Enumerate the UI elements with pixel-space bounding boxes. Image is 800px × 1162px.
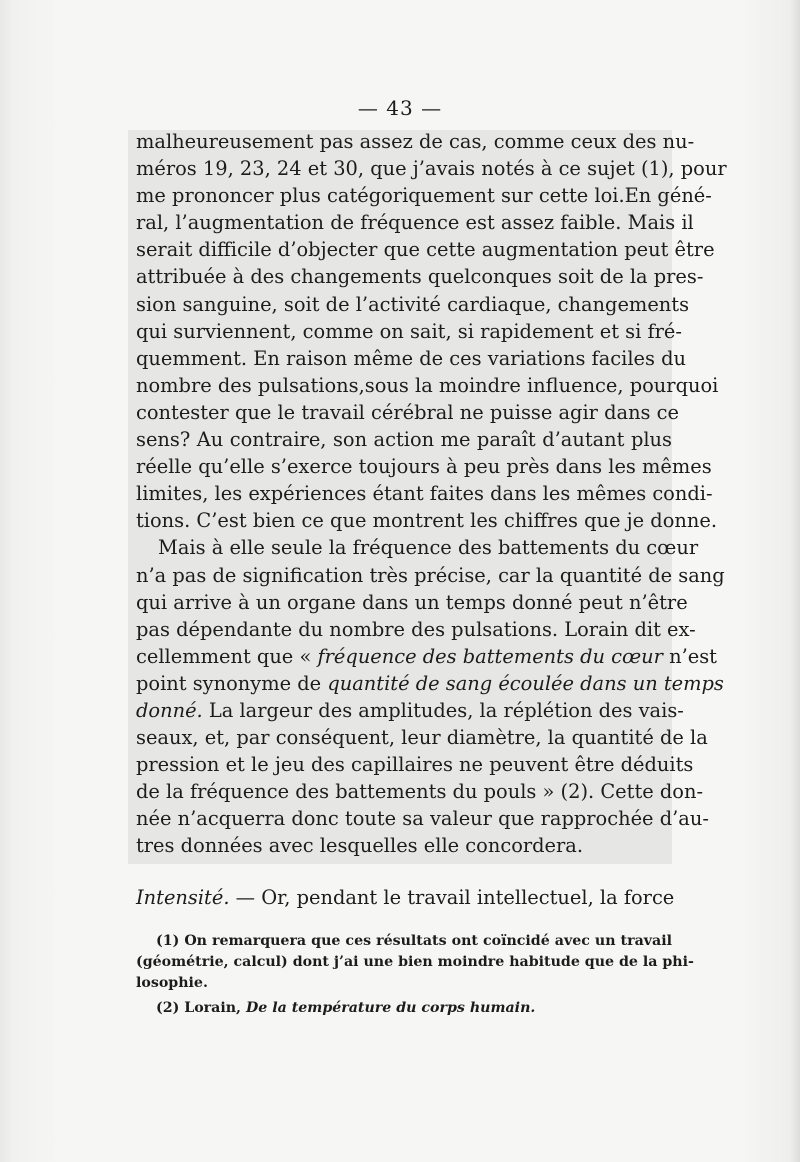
text-line: sion sanguine, soit de l’activité cardiaque, changements: [136, 292, 690, 316]
text-line: contester que le travail cérébral ne puisse agir dans ce: [136, 400, 680, 424]
text-line: tres données avec lesquelles elle concordera.: [136, 834, 584, 858]
footnotes: [136, 931, 694, 1019]
text-segment: point synonyme de: [136, 671, 328, 695]
footnote-line: losophie.: [136, 975, 208, 991]
text-line: seaux, et, par conséquent, leur diamètre, la quantité de la: [136, 726, 708, 750]
body-text: [136, 128, 727, 860]
section-text: — Or, pendant le travail intellectuel, la force: [229, 886, 675, 909]
text-line: quemment. En raison même de ces variations faciles du: [136, 346, 687, 370]
text-segment: n’est: [662, 644, 717, 668]
quotation-italic: fréquence des battements du cœur: [317, 644, 663, 668]
text-line: pression et le jeu des capillaires ne peuvent être déduits: [136, 753, 694, 777]
section-heading: Intensité.: [136, 886, 230, 909]
footnote-line: (géométrie, calcul) dont j’ai une bien moindre habitude que de la phi-: [136, 954, 694, 970]
text-line: née n’acquerra donc toute sa valeur que rapprochée d’au-: [136, 807, 709, 831]
section-intensite: [136, 884, 675, 911]
text-line: n’a pas de signification très précise, car la quantité de sang: [136, 563, 725, 587]
footnote-text: (2) Lorain,: [156, 1000, 246, 1016]
text-line: [136, 670, 724, 697]
quotation-italic: donné.: [136, 698, 203, 722]
text-line: nombre des pulsations,sous la moindre influence, pourquoi: [136, 373, 719, 397]
text-line: limites, les expériences étant faites dans les mêmes condi-: [136, 482, 713, 506]
paragraph-start-line: Mais à elle seule la fréquence des battements du cœur: [158, 536, 699, 560]
text-line: pas dépendante du nombre des pulsations. Lorain dit ex-: [136, 617, 696, 641]
text-line: qui arrive à un organe dans un temps donné peut n’être: [136, 590, 688, 614]
text-line: qui surviennent, comme on sait, si rapidement et si fré-: [136, 319, 682, 343]
text-line: méros 19, 23, 24 et 30, que j’avais notés à ce sujet (1), pour: [136, 157, 727, 181]
text-line: réelle qu’elle s’exerce toujours à peu près dans les mêmes: [136, 455, 712, 479]
text-line: [136, 643, 717, 670]
footnote-line: (1) On remarquera que ces résultats ont coïncidé avec un travail: [156, 933, 672, 949]
text-line: me prononcer plus catégoriquement sur cette loi.En géné-: [136, 184, 712, 208]
text-line: serait difficile d’objecter que cette augmentation peut être: [136, 238, 715, 262]
footnote-title-italic: De la température du corps humain.: [245, 1000, 536, 1016]
text-line: de la fréquence des battements du pouls » (2). Cette don-: [136, 780, 703, 804]
text-segment: cellemment que «: [136, 644, 318, 668]
quotation-italic: quantité de sang écoulée dans un temps: [327, 671, 724, 695]
text-line: [136, 697, 684, 724]
footnote-1: [136, 931, 694, 994]
footnote-2: [156, 998, 672, 1019]
text-line: attribuée à des changements quelconques soit de la pres-: [136, 265, 704, 289]
text-line: tions. C’est bien ce que montrent les chiffres que je donne.: [136, 509, 717, 533]
text-line: malheureusement pas assez de cas, comme ceux des nu-: [136, 130, 695, 153]
text-segment: La largeur des amplitudes, la réplétion des vais-: [202, 698, 684, 722]
footnote-line: [156, 998, 672, 1019]
text-line: sens? Au contraire, son action me paraît d’autant plus: [136, 428, 672, 452]
text-line: ral, l’augmentation de fréquence est assez faible. Mais il: [136, 211, 694, 235]
page-number: — 43 —: [357, 96, 443, 120]
